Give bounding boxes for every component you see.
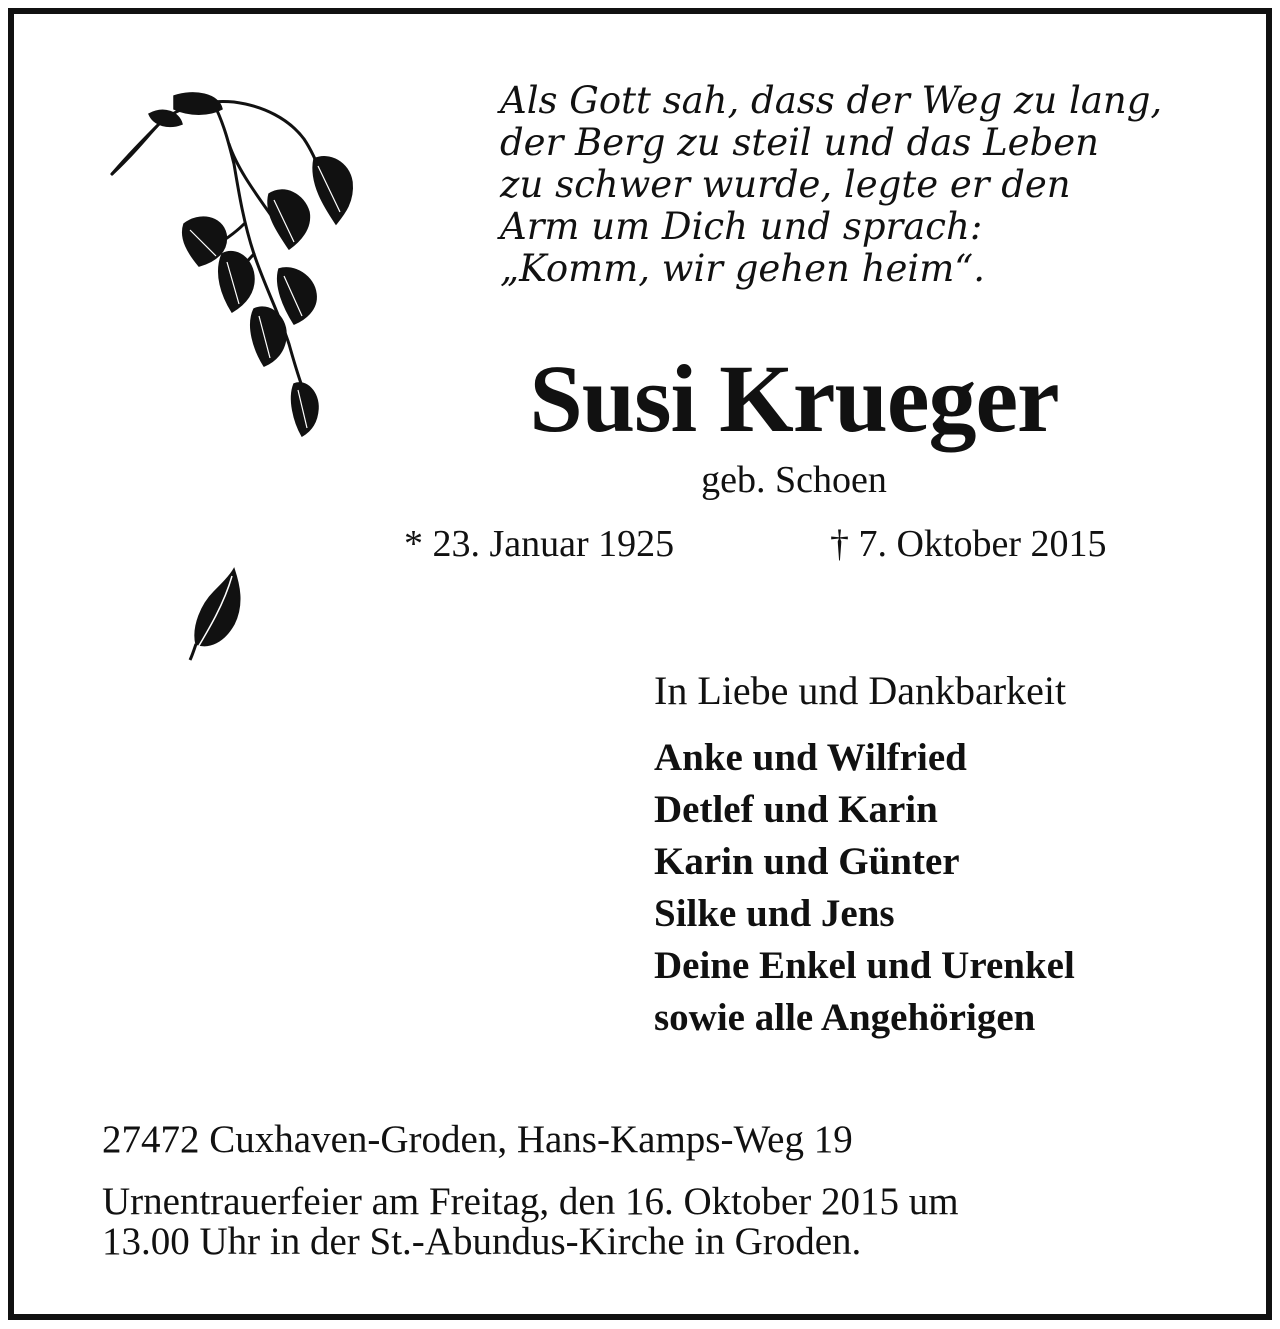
mourner-entry: sowie alle Angehörigen [654, 996, 1036, 1039]
poem-line: Arm um Dich und sprach: [500, 205, 983, 248]
death-date: † 7. Oktober 2015 [830, 523, 1107, 565]
service-line: 13.00 Uhr in der St.-Abundus-Kirche in Groden. [102, 1220, 862, 1263]
deceased-name: Susi Krueger [529, 345, 1059, 452]
mourner-entry: Karin und Günter [654, 840, 960, 883]
poem-line: zu schwer wurde, legte er den [500, 163, 1071, 206]
mourner-entry: Detlef und Karin [654, 788, 938, 831]
mourner-entry: Silke und Jens [654, 892, 895, 935]
service-line: Urnentrauerfeier am Freitag, den 16. Oktober 2015 um [102, 1180, 959, 1223]
birth-date: * 23. Januar 1925 [404, 523, 675, 565]
poem-line: „Komm, wir gehen heim“. [500, 247, 985, 290]
birch-branch-icon [104, 84, 364, 464]
poem-line: Als Gott sah, dass der Weg zu lang, [500, 79, 1163, 122]
mourner-entry: Anke und Wilfried [654, 736, 967, 779]
thanks-line: In Liebe und Dankbarkeit [654, 668, 1067, 713]
obituary-frame [8, 8, 1272, 1320]
mourners-list [654, 732, 1075, 1044]
address: 27472 Cuxhaven-Groden, Hans-Kamps-Weg 19 [102, 1118, 853, 1161]
poem-line: der Berg zu steil und das Leben [500, 121, 1099, 164]
falling-leaf-icon [184, 564, 254, 664]
maiden-name: geb. Schoen [701, 459, 887, 501]
service-notice [102, 1182, 1232, 1262]
poem-verse [500, 80, 1240, 290]
deceased-name-block [414, 344, 1174, 454]
mourner-entry: Deine Enkel und Urenkel [654, 944, 1075, 987]
